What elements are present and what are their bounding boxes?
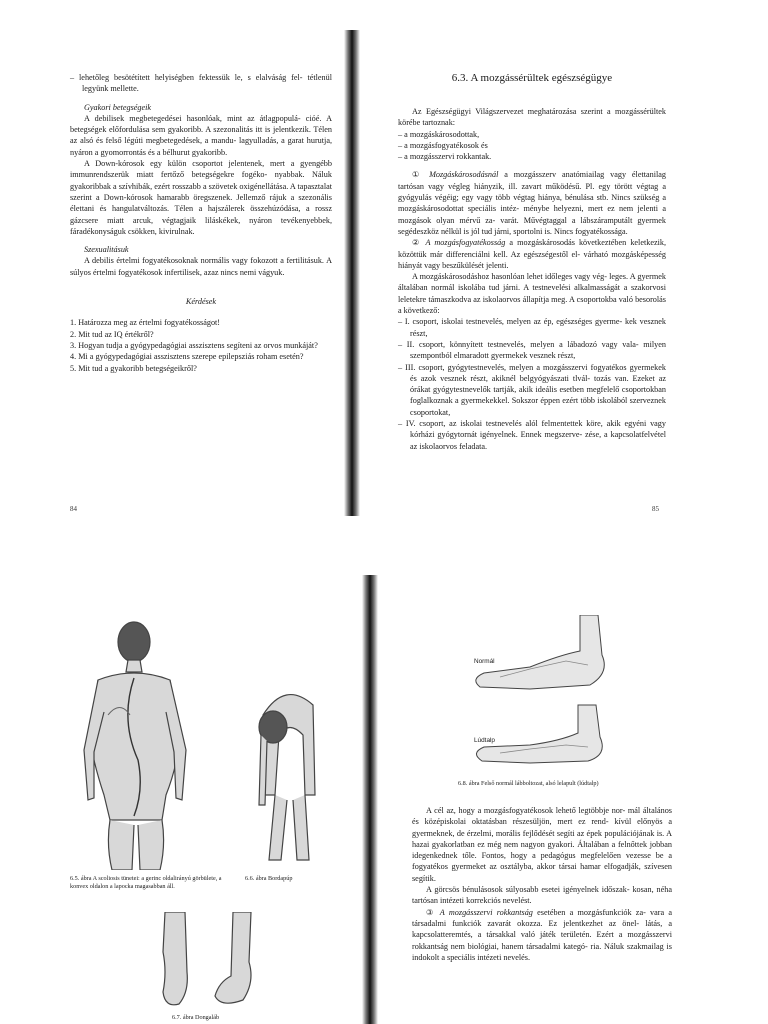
paragraph: A cél az, hogy a mozgásfogyatékosok lehető legtöbbje nor- mál általános és középiskolai oktatásban részesüljön, mert ez rend- kívül előnyös a gyermeknek, de érzelmi, morális fejlődését segíti az épek populációjának is. A hazai gyakorlatban ez még nem nagyon gyakori. Általában a felnőttek jobban idegenkednek tőle. Fontos, hogy a pedagógus megfelelően vezesse be a fogyatékos gyermeket az osztályba, akkor társai hamar elfogadják, szívesen segítik. [412,806,672,883]
paragraph: A görcsös bénulásosok súlyosabb esetei igényelnek időszak- kosan, néha tartósan intézeti korrekciós nevelést. [412,885,672,906]
questions-heading: Kérdések [185,297,217,307]
circled-marker: ① [412,170,424,180]
question-item: 4. Mi a gyógypedagógiai asszisztens szerepe epilepsziás roham esetén? [70,352,304,362]
question-item: 3. Hogyan tudja a gyógypedagógiai asszisztens segíteni az orvos munkáját? [70,340,318,350]
question-item: 5. Mit tud a gyakoribb betegségeikről? [70,363,197,373]
circled-marker: ③ [426,907,436,917]
list-item: – a mozgásszervi rokkantak. [398,152,492,162]
paragraph: ① Mozgáskárosodásnál a mozgásszerv anatómiailag vagy élettanilag tartósan vagy végleg hiányzik, ill. zavart működésű. Pl. egy törött végtag a gyógyulás végéig; egy vagy több végtag hiánya, bénulása stb. Nincs szükség a mozgáskárosodottat speciális intéz- ménybe helyezni, mert ez nem jelenti a mozgások olyan mérvű za- varát. Művégtaggal a lábszáramputált gyermek segédeszköz nélkül is jól tud járni, sportolni is. Nincs fogyatékossága. [398,170,667,236]
figure-caption: 6.6. ábra Bordapúp [245,875,293,882]
list-item: – I. csoport, iskolai testnevelés, melyen az ép, egészséges gyerme- kek vesznek részt, [398,317,666,338]
paragraph: A debilis értelmi fogyatékosoknak normális vagy fokozott a fertilitásuk. A súlyos értelmi fogyatékosok infertilisek, azaz nincs nemi vágyuk. [70,256,332,277]
section-heading-diseases: Gyakori betegségeik [84,102,152,112]
page-number: 85 [652,505,659,513]
figure-rib-hump [245,675,325,865]
figure-caption: 6.7. ábra Dongaláb [172,1014,220,1021]
figure-caption: 6.8. ábra Felső normál lábboltozat, alsó lelapult (lúdtalp) [458,780,599,787]
paragraph: ② A mozgásfogyatékosság a mozgáskárosodás következtében keletkezik, közöttük már differenciálni kell. Az egészségestől el- várható mozgásképesség hiányát vagy beszűkülését jelenti. [398,238,667,270]
foot-label-flat: Lúdtalp [474,737,495,744]
figure-clubfoot [145,912,270,1012]
paragraph: Az Egészségügyi Világszervezet meghatározása szerint a mozgássérültek körébe tartoznak: [398,107,666,128]
term: A mozgásszervi rokkantság [439,907,533,917]
intro-list-item: – lehetőleg besötétített helyiségben fektessük le, s elalváság fel- tétlenül legyünk mellette. [70,73,332,94]
term: A mozgásfogyatékosság [425,238,506,248]
section-heading-sexuality: Szexualitásuk [84,245,129,255]
paragraph: A debilisek megbetegedései hasonlóak, mint az átlagpopulá- cióé. A betegségek előfordulása sem gyakoribb. A szezonalitás itt is jelentkezik. Télen az alsó és felső légúti megbetegedések, a mandu- lagyulladás, a garat hurutja, nyáron a gyomorrontás és a bélhurut gyakoribb. [70,113,332,157]
foot-label-normal: Normál [474,658,495,665]
page-84 [70,72,332,374]
paragraph: ③ A mozgásszervi rokkantság esetében a mozgásfunkciók za- vara a társadalmi funkciók zavarát okozza. Ez jelentkezhet az önel- látás, a kapcsolatteremtés, a társakkal való játék területén. Ezért a mozgásszervi rokkantság nem biológiai, hanem társadalmi kategó- ria. Náluk szakmailag is indokolt a speciális intézeti nevelés. [412,907,673,962]
list-item: – a mozgásfogyatékosok és [398,140,488,150]
list-item: – a mozgáskárosodottak, [398,129,480,139]
figure-scoliosis [70,620,210,870]
question-item: 1. Határozza meg az értelmi fogyatékosságot! [70,318,221,328]
page-number: 84 [70,505,77,513]
list-item: – IV. csoport, az iskolai testnevelés alól felmentettek köre, akik egyéni vagy kórházi gyógytornát igényelnek. Ennek megszerve- zése, a kapcsolatfelvétel az iskolaorvos feladata. [398,419,666,451]
question-item: 2. Mit tud az IQ értékről? [70,329,154,339]
term: Mozgáskárosodásnál [429,170,499,180]
book-spine-shadow [344,30,360,516]
list-item: – II. csoport, könnyített testnevelés, melyen a lábadozó vagy vala- milyen szempontból elmaradott gyermekek vesznek részt, [398,339,666,361]
section-title: 6.3. A mozgássérültek egészségügye [451,72,613,84]
paragraph: A mozgáskárosodáshoz hasonlóan lehet időleges vagy vég- leges. A gyermek általában normál iskolába tud járni. A testnevelési alkalmasságát a szakorvosi leletekre támaszkodva az iskolaorvos állapítja meg. A csoportokba való besorolás a következő: [398,272,666,316]
page-85 [398,72,666,452]
figure-caption: 6.5. ábra A scoliosis tünetei: a gerinc oldalirányú görbülete, a konvex oldalon a lapocka magasabban áll. [70,875,222,890]
paragraph: A Down-kórosok egy külön csoportot jelentenek, mert a gyengébb immunrendszerük miatt fertőző betegségekre fogéko- nyabbak. Náluk gyakoribbak a szívhibák, ezért rosszabb a szövetek oxigénellátása. A tapasztalat szerint a Down-kórosok hamarabb öregszenek. Jellemző rájuk a szezonális élettani és hangulatváltozás. Télen a hajszálerek összehúzódása, a rossz gázcsere miatt arcuk, végtagjaik liláskékek, nyáron tevékenyebbek, fáradékonyságuk csökken, kivirulnak. [70,159,332,236]
circled-marker: ② [412,238,422,248]
book-spine-shadow [362,575,378,1024]
list-item: – III. csoport, gyógytestnevelés, melyen a mozgásszervi fogyatékos gyermekek és azok vesznek részt, akiknél belgyógyászati tlvál- tozás van. Ezeket az órákat gyógytestnevelők tartják, akik ideális esetben megfelelő csoportokban foglalkoznak a gyermekekkel. Sokszor éppen ezért több iskolából szerveznek csoportokat, [398,362,666,417]
page-87 [412,805,672,963]
